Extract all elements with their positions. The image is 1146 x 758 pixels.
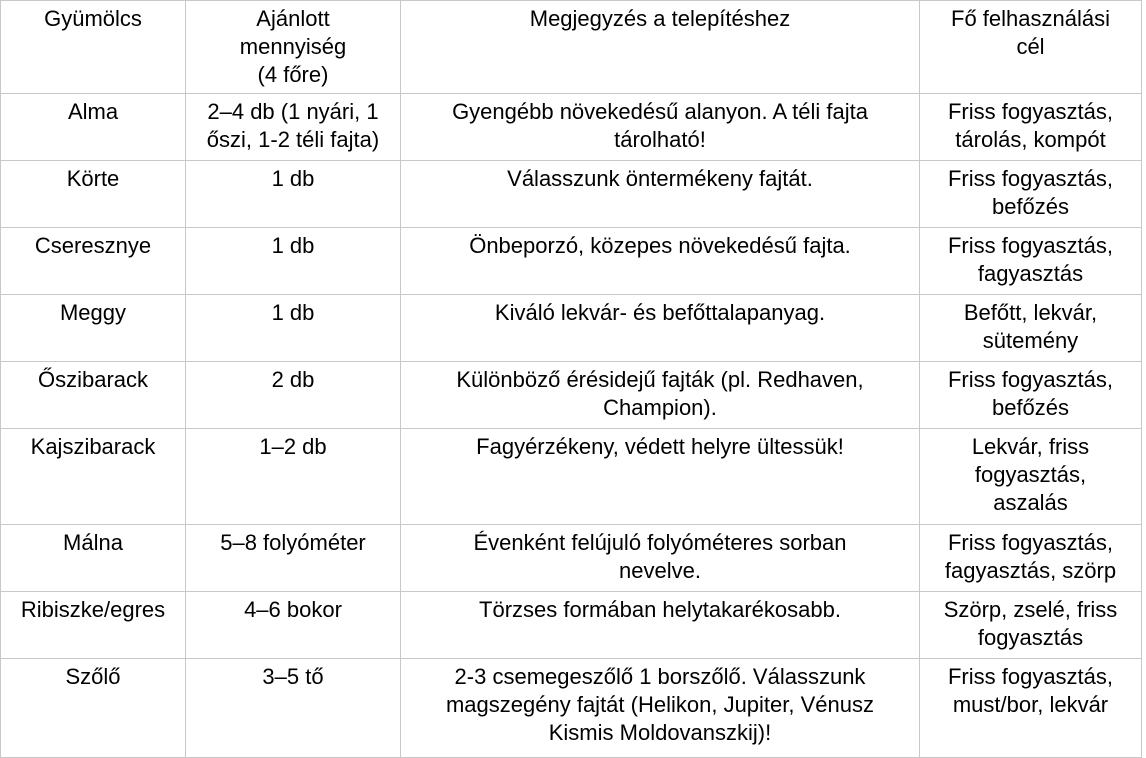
- table-row: [1, 592, 1142, 659]
- cell-line: Friss fogyasztás,: [947, 99, 1114, 124]
- cell-fruit: [1, 295, 186, 362]
- cell-amount: [186, 659, 401, 758]
- cell-fruit: [1, 592, 186, 659]
- cell-line: Körte: [66, 166, 120, 191]
- cell-note: [401, 228, 920, 295]
- cell-line: Válasszunk öntermékeny fajtát.: [507, 166, 813, 191]
- cell-line: Befőtt, lekvár,: [963, 300, 1098, 325]
- cell-use: [920, 525, 1142, 592]
- cell-note: [401, 592, 920, 659]
- table-row: [1, 429, 1142, 525]
- cell-line: Törzses formában helytakarékosabb.: [479, 597, 841, 622]
- cell-line: fagyasztás, szörp: [944, 558, 1117, 583]
- cell-line: Friss fogyasztás,: [947, 166, 1114, 191]
- cell-line: Friss fogyasztás,: [947, 664, 1114, 689]
- cell-line: Önbeporzó, közepes növekedésű fajta.: [469, 233, 851, 258]
- header-line: (4 főre): [257, 62, 329, 87]
- cell-line: sütemény: [982, 328, 1079, 353]
- cell-fruit: [1, 362, 186, 429]
- table-row: [1, 659, 1142, 758]
- cell-use: [920, 362, 1142, 429]
- cell-line: Szőlő: [65, 664, 121, 689]
- cell-fruit: [1, 161, 186, 228]
- cell-amount: [186, 94, 401, 161]
- cell-use: [920, 161, 1142, 228]
- cell-line: tárolható!: [614, 127, 706, 152]
- cell-line: 5–8 folyóméter: [220, 530, 366, 555]
- cell-line: 1 db: [271, 233, 315, 258]
- header-fruit: [1, 1, 186, 94]
- cell-line: 1–2 db: [259, 434, 327, 459]
- cell-line: Lekvár, friss: [971, 434, 1090, 459]
- header-use: [920, 1, 1142, 94]
- cell-amount: [186, 592, 401, 659]
- cell-use: [920, 94, 1142, 161]
- cell-line: Különböző érésidejű fajták (pl. Redhaven,: [456, 367, 864, 392]
- table-row: [1, 161, 1142, 228]
- cell-line: őszi, 1-2 téli fajta): [206, 127, 380, 152]
- cell-use: [920, 295, 1142, 362]
- cell-line: Őszibarack: [37, 367, 149, 392]
- cell-note: [401, 525, 920, 592]
- cell-fruit: [1, 525, 186, 592]
- cell-line: 3–5 tő: [262, 664, 324, 689]
- table-row: [1, 362, 1142, 429]
- cell-line: Ribiszke/egres: [20, 597, 166, 622]
- cell-amount: [186, 362, 401, 429]
- cell-line: tárolás, kompót: [955, 127, 1106, 152]
- cell-line: fogyasztás: [977, 625, 1084, 650]
- cell-note: [401, 161, 920, 228]
- cell-use: [920, 228, 1142, 295]
- cell-amount: [186, 228, 401, 295]
- cell-line: 4–6 bokor: [244, 597, 342, 622]
- cell-line: magszegény fajtát (Helikon, Jupiter, Vénusz: [445, 692, 874, 717]
- cell-amount: [186, 295, 401, 362]
- header-line: Fő felhasználási: [951, 6, 1110, 31]
- cell-line: Meggy: [59, 300, 127, 325]
- cell-line: Fagyérzékeny, védett helyre ültessük!: [476, 434, 844, 459]
- cell-line: Friss fogyasztás,: [947, 367, 1114, 392]
- cell-line: 1 db: [271, 300, 315, 325]
- cell-line: Friss fogyasztás,: [947, 233, 1114, 258]
- cell-fruit: [1, 659, 186, 758]
- header-line: Gyümölcs: [44, 6, 142, 31]
- cell-line: Málna: [63, 530, 123, 555]
- cell-line: must/bor, lekvár: [952, 692, 1109, 717]
- cell-line: Kiváló lekvár- és befőttalapanyag.: [494, 300, 826, 325]
- header-line: mennyiség: [239, 34, 347, 59]
- cell-line: Szörp, zselé, friss: [943, 597, 1118, 622]
- header-line: cél: [1016, 34, 1045, 59]
- cell-fruit: [1, 94, 186, 161]
- cell-fruit: [1, 429, 186, 525]
- cell-amount: [186, 161, 401, 228]
- cell-use: [920, 429, 1142, 525]
- cell-line: 1 db: [271, 166, 315, 191]
- cell-line: aszalás: [993, 490, 1068, 515]
- table-row: [1, 228, 1142, 295]
- cell-amount: [186, 525, 401, 592]
- cell-line: befőzés: [991, 395, 1070, 420]
- cell-fruit: [1, 228, 186, 295]
- cell-use: [920, 592, 1142, 659]
- cell-line: Kajszibarack: [30, 434, 156, 459]
- cell-note: [401, 659, 920, 758]
- cell-line: Alma: [67, 99, 119, 124]
- cell-note: [401, 429, 920, 525]
- header-amount: [186, 1, 401, 94]
- cell-amount: [186, 429, 401, 525]
- cell-line: Friss fogyasztás,: [947, 530, 1114, 555]
- cell-line: Gyengébb növekedésű alanyon. A téli fajta: [452, 99, 868, 124]
- cell-line: fogyasztás,: [974, 462, 1087, 487]
- table-row: [1, 94, 1142, 161]
- table-row: [1, 295, 1142, 362]
- cell-line: Cseresznye: [34, 233, 152, 258]
- cell-line: Champion).: [603, 395, 717, 420]
- table-header-row: [1, 1, 1142, 94]
- cell-line: fagyasztás: [977, 261, 1084, 286]
- cell-use: [920, 659, 1142, 758]
- cell-note: [401, 94, 920, 161]
- cell-line: befőzés: [991, 194, 1070, 219]
- cell-line: Évenként felújuló folyóméteres sorban: [473, 530, 847, 555]
- header-note: [401, 1, 920, 94]
- cell-line: 2-3 csemegeszőlő 1 borszőlő. Válasszunk: [454, 664, 866, 689]
- cell-line: nevelve.: [619, 558, 701, 583]
- table-row: [1, 525, 1142, 592]
- header-line: Megjegyzés a telepítéshez: [529, 6, 791, 31]
- header-line: Ajánlott: [256, 6, 330, 31]
- cell-note: [401, 362, 920, 429]
- cell-line: 2–4 db (1 nyári, 1: [207, 99, 379, 124]
- cell-note: [401, 295, 920, 362]
- cell-line: Kismis Moldovanszkij)!: [548, 720, 772, 745]
- cell-line: 2 db: [271, 367, 315, 392]
